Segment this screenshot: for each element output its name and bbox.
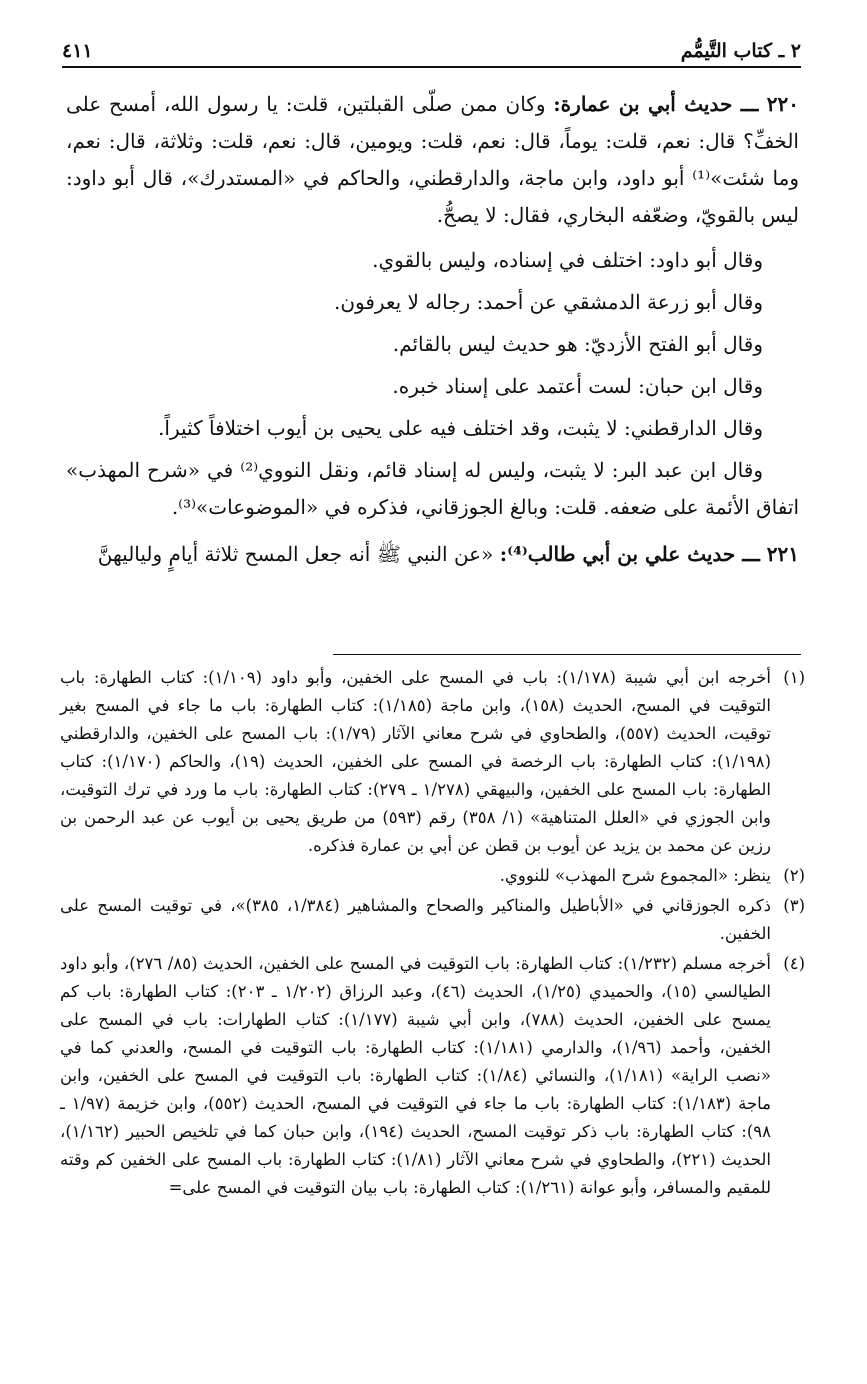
footnote-text: ينظر: «المجموع شرح المهذب» للنووي. xyxy=(499,866,771,885)
main-text xyxy=(66,86,799,581)
footnote-number: (١) xyxy=(783,668,805,687)
footnote-3 xyxy=(60,892,805,948)
entry-heading: ٢٢٠ ـــ حديث أبي بن عمارة: xyxy=(553,92,799,116)
footnote-number: (٣) xyxy=(783,896,805,915)
footnote-1 xyxy=(60,664,805,860)
footnote-text: أخرجه مسلم (١/٢٣٢): كتاب الطهارة: باب التوقيت في المسح على الخفين، الحديث (٨٥/ ٢٧٦)، وأبو داود الطيالسي (١٥)، والحميدي (١/٢٥)، الحديث (٤٦)، وعبد الرزاق (١/٢٠٢ ـ ٢٠٣): كتاب الطهارة: باب كم يمسح على الخفين، الحديث (٧٨٨)، وابن أبي شيبة (١/١٧٧): كتاب الطهارات: باب في المسح على الخفين، وأحمد (١/٩٦)، والدارمي (١/١٨١): كتاب الطهارة: باب التوقيت في المسح، والعدني كما في «نصب الراية» (١/١٨١)، والنسائي (١/٨٤): كتاب الطهارة: باب التوقيت في المسح على الخفين، وابن ماجة (١/١٨٣): كتاب الطهارة: باب ما جاء في التوقيت في المسح، الحديث (٥٥٢)، وابن خزيمة (١/٩٧ ـ ٩٨): كتاب الطهارة: باب ذكر توقيت المسح، الحديث (١٩٤)، وابن حبان كما في تلخيص الحبير (١/١٦٢)، الحديث (٢٢١)، والطحاوي في شرح معاني الآثار (١/٨١): كتاب الطهارة: باب المسح على الخفين كم وقته للمقيم والمسافر، وأبو عوانة (١/٢٦١): كتاب الطهارة: باب بيان التوقيت في المسح على= xyxy=(60,954,772,1197)
entry-body: «عن النبي ﷺ أنه جعل المسح ثلاثة أيامٍ ولياليهنَّ xyxy=(97,542,500,566)
footnote-divider xyxy=(333,654,801,655)
entry-heading: ٢٢١ ـــ حديث علي بن أبي طالب⁽⁴⁾: xyxy=(499,542,799,566)
hadith-entry-220 xyxy=(66,86,799,234)
hadith-entry-221 xyxy=(66,536,799,573)
footnote-4 xyxy=(60,950,805,1202)
footnote-2 xyxy=(60,862,805,890)
footnote-number: (٤) xyxy=(783,954,805,973)
header-divider xyxy=(62,66,801,68)
quote-paragraph: وقال ابن حبان: لست أعتمد على إسناد خبره. xyxy=(392,374,763,398)
footnote-text: أخرجه ابن أبي شيبة (١/١٧٨): باب في المسح على الخفين، وأبو داود (١/١٠٩): كتاب الطهارة: باب التوقيت في المسح، الحديث (١٥٨)، وابن ماجة (١/١٨٥): كتاب الطهارة: باب ما جاء في المسح بغير توقيت، الحديث (٥٥٧)، والطحاوي في شرح معاني الآثار (١/٧٩): باب المسح على الخفين، والدارقطني (١/١٩٨): كتاب الطهارة: باب الرخصة في المسح على الخفين، الحديث (١٩)، والحاكم (١/١٧٠): كتاب الطهارة: باب المسح على الخفين، والبيهقي (١/٢٧٨ ـ ٢٧٩): كتاب الطهارة: باب ما ورد في ترك التوقيت، وابن الجوزي في «العلل المتناهية» (١/ ٣٥٨) رقم (٥٩٣) من طريق يحيى بن أيوب عن عبد الرحمن بن رزين عن محمد بن يزيد عن أيوب بن قطن عن أبي بن عمارة فذكره. xyxy=(60,668,772,855)
running-title: ٢ ـ كتاب التَّيمُّم xyxy=(680,40,801,62)
footnote-text: ذكره الجوزقاني في «الأباطيل والمناكير والصحاح والمشاهير (١/٣٨٤، ٣٨٥)»، في توقيت المسح على الخفين. xyxy=(60,896,771,943)
page-header xyxy=(62,34,801,62)
footnote-number: (٢) xyxy=(783,866,805,885)
quote-paragraph: وقال ابن عبد البر: لا يثبت، وليس له إسناد قائم، ونقل النووي⁽²⁾ في «شرح المهذب» اتفاق الأئمة على ضعفه. قلت: وبالغ الجوزقاني، فذكره في «الموضوعات»⁽³⁾. xyxy=(66,458,799,519)
entry-body: وكان ممن صلّى القبلتين، قلت: يا رسول الله، أمسح على الخفِّ؟ قال: نعم، قلت: يوماً، قال: نعم، قلت: ويومين، قال: نعم، قلت: وثلاثة، قال: نعم، وما شئت»⁽¹⁾ أبو داود، وابن ماجة، والدارقطني، والحاكم في «المستدرك»، قال أبو داود: ليس بالقويّ، وضعّفه البخاري، فقال: لا يصحُّ. xyxy=(66,92,799,227)
quote-paragraph: وقال الدارقطني: لا يثبت، وقد اختلف فيه على يحيى بن أيوب اختلافاً كثيراً. xyxy=(158,416,763,440)
quote-paragraph: وقال أبو الفتح الأزديّ: هو حديث ليس بالقائم. xyxy=(392,332,763,356)
quote-paragraph: وقال أبو داود: اختلف في إسناده، وليس بالقوي. xyxy=(372,248,763,272)
page-number: ٤١١ xyxy=(62,40,93,62)
quote-paragraph: وقال أبو زرعة الدمشقي عن أحمد: رجاله لا يعرفون. xyxy=(333,290,763,314)
footnotes xyxy=(60,664,805,1204)
